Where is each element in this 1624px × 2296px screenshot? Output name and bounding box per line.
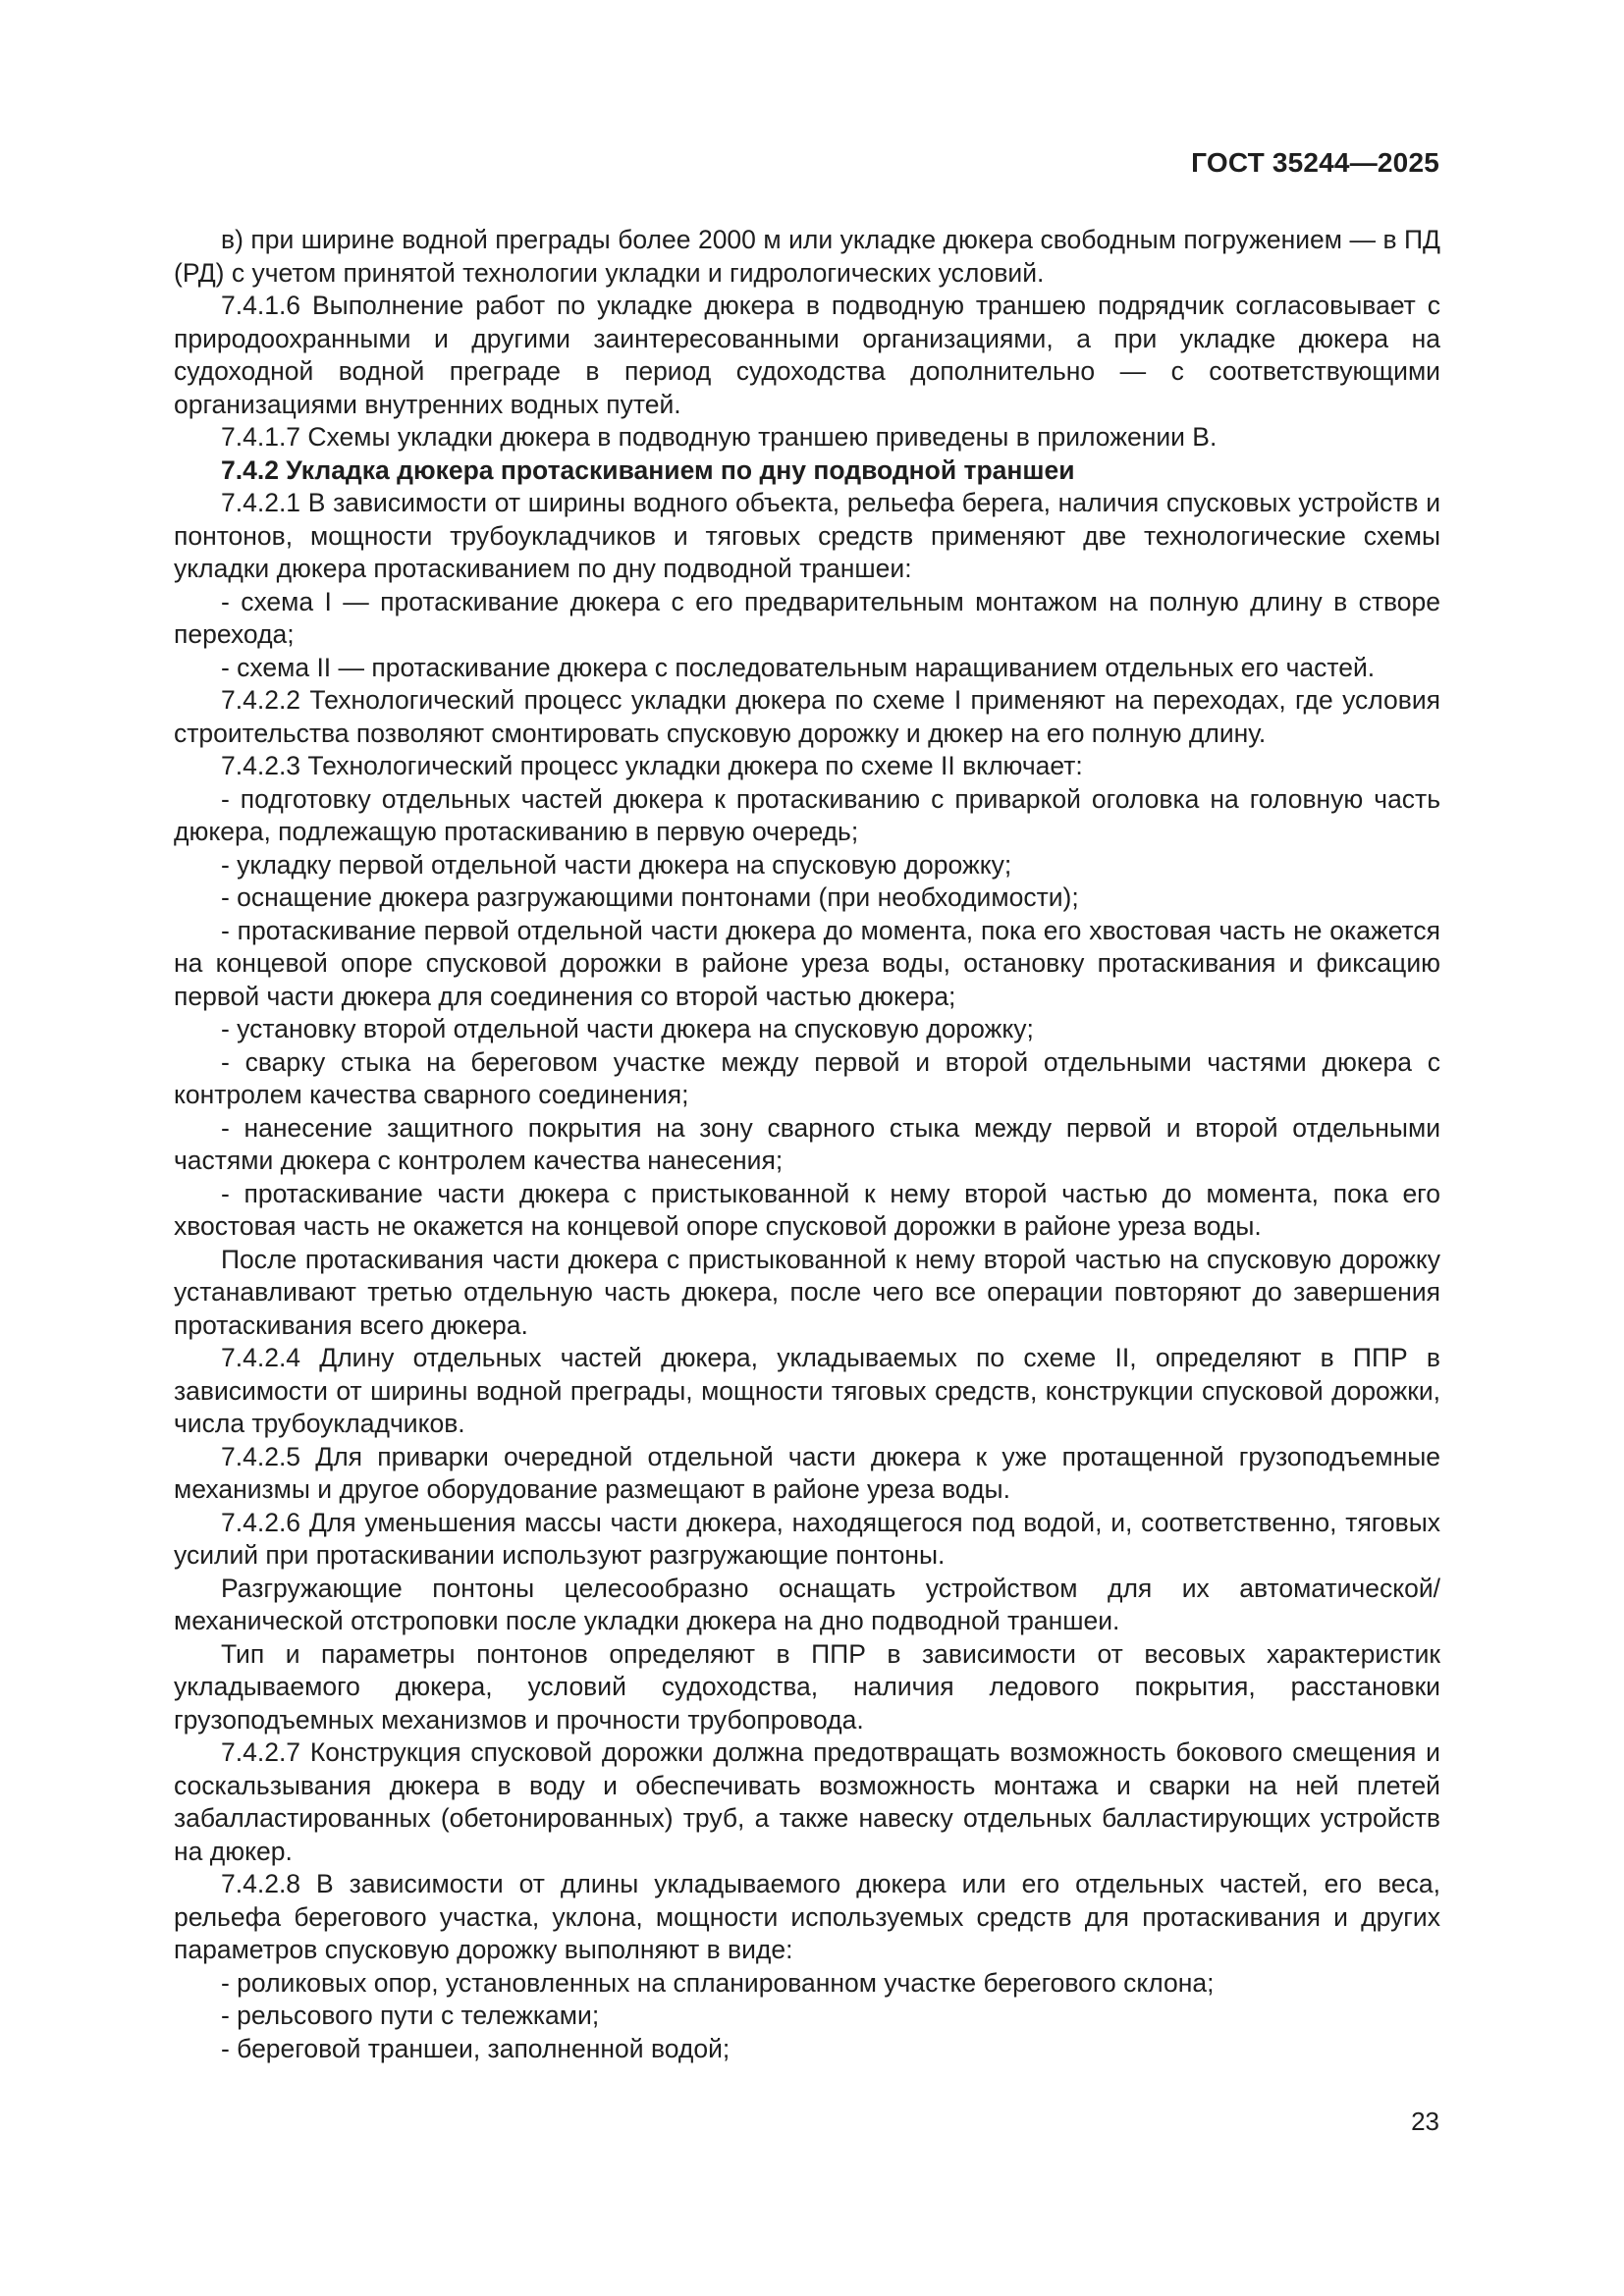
paragraph-7-4-2-2: 7.4.2.2 Технологический процесс укладки дюкера по схеме I применяют на переходах, где условия строительства позволяют смонтировать спусковую дорожку и дюкер на его полную длину. [174, 685, 1440, 748]
list-item-second-part-installation: - установку второй отдельной части дюкера на спусковую дорожку; [221, 1014, 1034, 1043]
paragraph-7-4-2-3: 7.4.2.3 Технологический процесс укладки дюкера по схеме II включает: [221, 751, 1083, 780]
list-item-scheme-2: - схема II — протаскивание дюкера с последовательным наращиванием отдельных его частей. [221, 652, 1376, 682]
paragraph-7-4-1-6: 7.4.1.6 Выполнение работ по укладке дюкера в подводную траншею подрядчик согласовывает с природоохранными и другими заинтересованными организациями, а при укладке дюкера на судоходной водной преграде в период судоходства дополнительно — с соответствующими организациями внутренних водных путей. [174, 291, 1440, 419]
paragraph-7-4-2-7: 7.4.2.7 Конструкция спусковой дорожки должна предотвращать возможность бокового смещения и соскальзывания дюкера в воду и обеспечивать возможность монтажа и сварки на ней плетей забалластированных (обетонированных) труб, а также навеску отдельных балластирующих устройств на дюкер. [174, 1737, 1440, 1866]
list-item-shore-trench: - береговой траншеи, заполненной водой; [221, 2033, 731, 2063]
document-code-header: ГОСТ 35244—2025 [1191, 147, 1439, 178]
list-item-welding: - сварку стыка на береговом участке между первой и второй отдельными частями дюкера с контролем качества сварного соединения; [174, 1046, 1440, 1109]
page-number: 23 [1411, 2107, 1439, 2136]
paragraph-7-4-2-6: 7.4.2.6 Для уменьшения массы части дюкера, находящегося под водой, и, соответственно, тяговых усилий при протаскивании используют разгружающие понтоны. [174, 1507, 1440, 1570]
paragraph-pontoon-parameters: Тип и параметры понтонов определяют в ППР в зависимости от весовых характеристик укладываемого дюкера, условий судоходства, наличия ледового покрытия, расстановки грузоподъемных механизмов и прочности трубопровода. [174, 1638, 1440, 1735]
list-item-joined-pulling: - протаскивание части дюкера с пристыкованной к нему второй частью до момента, пока его хвостовая часть не окажется на концевой опоре спусковой дорожки в районе уреза воды. [174, 1178, 1440, 1241]
paragraph-pontoon-release: Разгружающие понтоны целесообразно оснащать устройством для их автоматической/механической отстроповки после укладки дюкера на дно подводной траншеи. [174, 1573, 1440, 1635]
list-item-first-part-pulling: - протаскивание первой отдельной части дюкера до момента, пока его хвостовая часть не окажется на концевой опоре спусковой дорожки в районе уреза воды, остановку протаскивания и фиксацию первой части дюкера для соединения со второй частью дюкера; [174, 915, 1440, 1011]
list-item-first-part-placement: - укладку первой отдельной части дюкера на спусковую дорожку; [221, 849, 1012, 880]
paragraph-7-4-2-1: 7.4.2.1 В зависимости от ширины водного объекта, рельефа берега, наличия спусковых устройств и понтонов, мощности трубоукладчиков и тяговых средств применяют две технологические схемы укладки дюкера протаскиванием по дну подводной траншеи: [174, 488, 1440, 583]
document-body [174, 224, 1440, 2065]
list-item-rail-track: - рельсового пути с тележками; [221, 2001, 600, 2030]
list-item-scheme-1: - схема I — протаскивание дюкера с его предварительным монтажом на полную длину в створе перехода; [174, 586, 1440, 649]
list-item-roller-supports: - роликовых опор, установленных на спланированном участке берегового склона; [221, 1967, 1215, 1998]
paragraph-7-4-1-7: 7.4.1.7 Схемы укладки дюкера в подводную траншею приведены в приложении В. [221, 422, 1218, 452]
list-item-preparation: - подготовку отдельных частей дюкера к протаскиванию с приваркой оголовка на головную часть дюкера, подлежащую протаскиванию в первую очередь; [174, 783, 1440, 846]
paragraph-7-4-2-5: 7.4.2.5 Для приварки очередной отдельной части дюкера к уже протащенной грузоподъемные механизмы и другое оборудование размещают в районе уреза воды. [174, 1441, 1440, 1504]
paragraph-after-pulling: После протаскивания части дюкера с пристыкованной к нему второй частью на спусковую дорожку устанавливают третью отдельную часть дюкера, после чего все операции повторяют до завершения протаскивания всего дюкера. [174, 1244, 1440, 1340]
paragraph-item-v: в) при ширине водной преграды более 2000 м или укладке дюкера свободным погружением — в ПД (РД) с учетом принятой технологии укладки и гидрологических условий. [174, 225, 1440, 288]
section-heading-7-4-2: 7.4.2 Укладка дюкера протаскиванием по дну подводной траншеи [221, 454, 1075, 485]
list-item-coating: - нанесение защитного покрытия на зону сварного стыка между первой и второй отдельными частями дюкера с контролем качества нанесения; [174, 1112, 1440, 1175]
paragraph-7-4-2-8: 7.4.2.8 В зависимости от длины укладываемого дюкера или его отдельных частей, его веса, рельефа берегового участка, уклона, мощности используемых средств для протаскивания и других параметров спусковую дорожку выполняют в виде: [174, 1869, 1440, 1964]
list-item-pontoons: - оснащение дюкера разгружающими понтонами (при необходимости); [221, 882, 1079, 912]
paragraph-7-4-2-4: 7.4.2.4 Длину отдельных частей дюкера, укладываемых по схеме II, определяют в ППР в зависимости от ширины водной преграды, мощности тяговых средств, конструкции спусковой дорожки, числа трубоукладчиков. [174, 1343, 1440, 1438]
